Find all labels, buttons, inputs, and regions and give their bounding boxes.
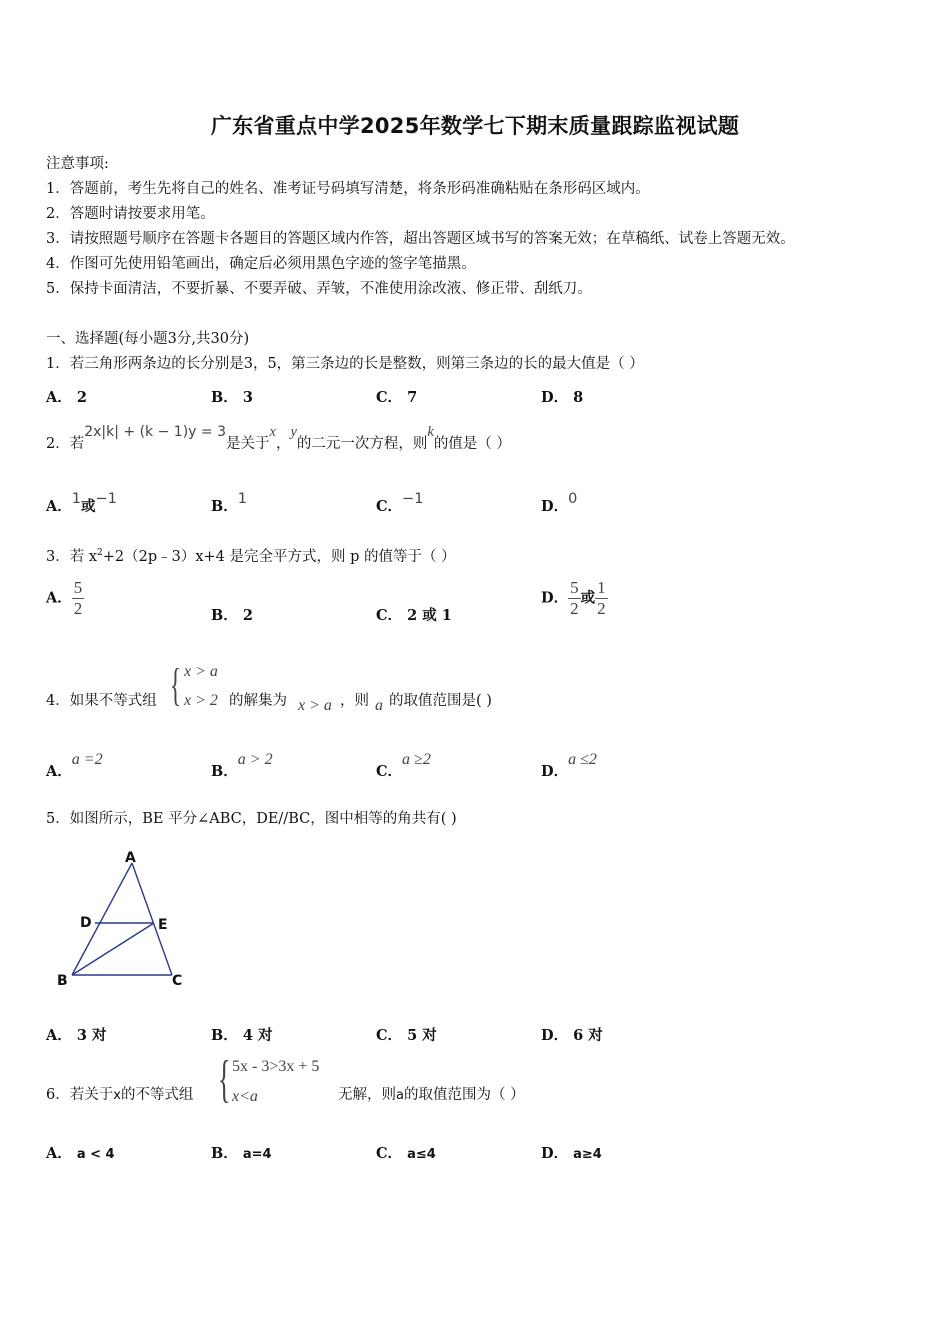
q4-option-c: C．a ≥2 (376, 751, 431, 780)
q4-system-line2: x > 2 (184, 692, 218, 709)
question-4-suffix: 的取值范围是( ) (389, 693, 492, 709)
page-title: 广东省重点中学2025年数学七下期末质量跟踪监视试题 (210, 114, 740, 138)
question-6-stem: 6．若关于x的不等式组 (46, 1087, 194, 1103)
notice-heading: 注意事项: (46, 156, 109, 172)
triangle-figure (50, 845, 200, 995)
q6-option-c: C． a≤4 (376, 1145, 436, 1162)
notice-item: 2．答题时请按要求用笔。 (46, 206, 215, 222)
q4-option-d: D．a ≤2 (541, 751, 597, 780)
vertex-e-label: E (158, 917, 168, 933)
q5-option-d: D． 6 对 (541, 1027, 603, 1044)
vertex-a-label: A (125, 850, 136, 866)
vertex-d-label: D (80, 915, 92, 931)
q6-option-b: B． a=4 (211, 1145, 272, 1162)
question-4-mid: 的解集为 (229, 693, 287, 709)
notice-item: 3．请按照题号顺序在答题卡各题目的答题区域内作答，超出答题区域书写的答案无效；在草稿纸、试卷上答题无效。 (46, 231, 795, 247)
q4-solution: x > a (298, 697, 332, 714)
q4-var: a (375, 697, 383, 714)
q1-option-c: C． 7 (376, 389, 418, 406)
question-4-prefix: 4．如果不等式组 (46, 693, 157, 709)
question-5-stem: 5．如图所示，BE 平分∠ABC，DE//BC，图中相等的角共有( ) (46, 811, 457, 827)
equation-image: 2x|k| + (k − 1)y = 3 (84, 424, 226, 440)
notice-item: 5．保持卡面清洁，不要折暴、不要弄破、弄皱，不准使用涂改液、修正带、刮纸刀。 (46, 281, 592, 297)
q3-option-c: C． 2 或 1 (376, 607, 452, 624)
q5-option-a: A． 3 对 (46, 1027, 107, 1044)
brace-icon: { (218, 1051, 231, 1108)
question-3-stem: 3．若 $x^2+2(2p﹣3)x+4$ 是完全平方式，则 p 的值等于（ ） (46, 548, 456, 565)
question-2-stem: 2．若2x|k| + (k − 1)y = 3是关于x，y的二元一次方程，则k的值是（ ） (46, 424, 511, 452)
q4-option-a: A．a =2 (46, 751, 103, 780)
vertex-c-label: C (172, 973, 183, 989)
q1-option-d: D． 8 (541, 389, 584, 406)
q3-option-d: D． $\frac{5}{2}$ 或 $\frac{1}{2}$ (541, 578, 606, 618)
q3-option-a: A． $\frac{5}{2}$ (46, 578, 83, 618)
notice-item: 4．作图可先使用铅笔画出，确定后必须用黑色字迹的签字笔描黑。 (46, 256, 476, 272)
q5-option-b: B． 4 对 (211, 1027, 273, 1044)
q6-option-a: A． a < 4 (46, 1145, 115, 1162)
section-heading: 一、选择题(每小题3分,共30分) (46, 331, 250, 347)
q2-option-d: D．0 (541, 491, 578, 515)
q4-system-line1: x > a (184, 663, 218, 680)
brace-icon: { (170, 659, 182, 710)
q2-option-c: C．−1 (376, 491, 424, 515)
q6-system-line2: x<a (232, 1088, 258, 1105)
question-6-suffix: 无解，则a的取值范围为（ ） (338, 1087, 525, 1103)
q3-option-b: B． 2 (211, 607, 253, 624)
q6-option-d: D． a≥4 (541, 1145, 602, 1162)
question-1-stem: 1．若三角形两条边的长分别是3，5，第三条边的长是整数，则第三条边的长的最大值是（ ） (46, 356, 644, 372)
q2-option-b: B．1 (211, 491, 247, 515)
notice-item: 1．答题前，考生先将自己的姓名、准考证号码填写清楚，将条形码准确粘贴在条形码区域内。 (46, 181, 650, 197)
q4-option-b: B．a > 2 (211, 751, 273, 780)
q6-system-line1: 5x - 3>3x + 5 (232, 1058, 320, 1075)
q5-option-c: C． 5 对 (376, 1027, 437, 1044)
q1-option-a: A． 2 (46, 389, 87, 406)
question-4-mid2: ，则 (340, 693, 369, 709)
vertex-b-label: B (57, 973, 68, 989)
q2-option-a: A．1或−1 (46, 491, 117, 515)
q1-option-b: B． 3 (211, 389, 253, 406)
